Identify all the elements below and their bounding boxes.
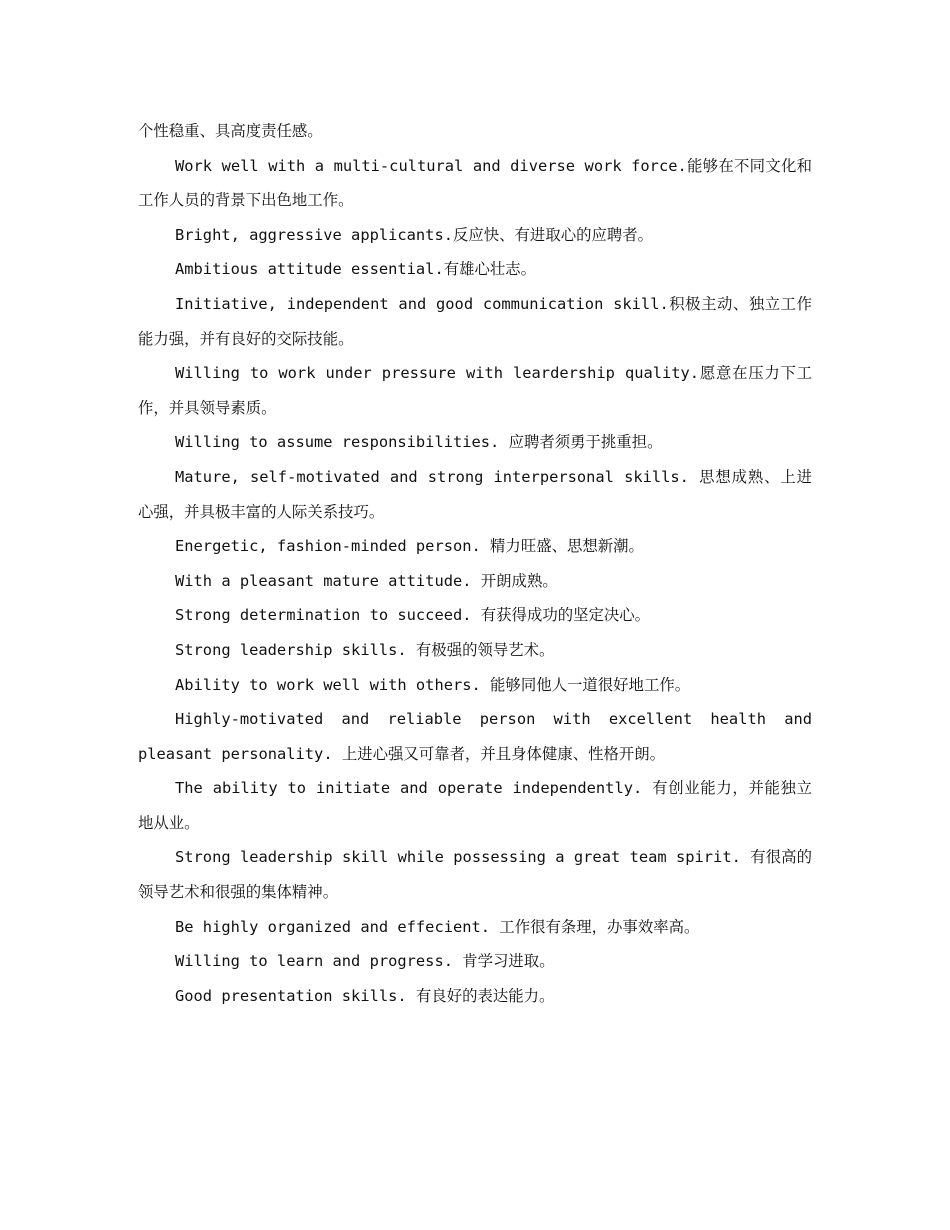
paragraph-16: Strong leadership skill while possessing a great team spirit. 有很高的领导艺术和很强的集体精神。 (138, 848, 812, 902)
paragraph-1: 个性稳重、具高度责任感。 (138, 122, 323, 140)
paragraph-2: Work well with a multi-cultural and diverse work force.能够在不同文化和工作人员的背景下出色地工作。 (138, 156, 812, 210)
paragraph-10: With a pleasant mature attitude. 开朗成熟。 (175, 571, 558, 590)
paragraph-4: Ambitious attitude essential.有雄心壮志。 (175, 260, 537, 279)
paragraph-13: Ability to work well with others. 能够同他人一道很好地工作。 (175, 675, 691, 694)
paragraph-9: Energetic, fashion-minded person. 精力旺盛、思想新潮。 (175, 537, 644, 556)
paragraph-3: Bright, aggressive applicants.反应快、有进取心的应聘者。 (175, 225, 654, 244)
paragraph-7: Willing to assume responsibilities. 应聘者须勇于挑重担。 (175, 433, 663, 452)
paragraph-12: Strong leadership skills. 有极强的领导艺术。 (175, 640, 555, 659)
paragraph-6: Willing to work under pressure with leardership quality.愿意在压力下工作，并具领导素质。 (138, 364, 812, 417)
document-body (138, 114, 812, 1013)
paragraph-15: The ability to initiate and operate independently. 有创业能力，并能独立地从业。 (138, 779, 812, 832)
paragraph-8: Mature, self-motivated and strong interpersonal skills. 思想成熟、上进心强，并具极丰富的人际关系技巧。 (138, 467, 812, 521)
paragraph-19: Good presentation skills. 有良好的表达能力。 (175, 986, 555, 1005)
paragraph-5: Initiative, independent and good communication skill.积极主动、独立工作能力强，并有良好的交际技能。 (138, 294, 812, 348)
paragraph-17: Be highly organized and effecient. 工作很有条理，办事效率高。 (175, 917, 700, 936)
paragraph-18: Willing to learn and progress. 肯学习进取。 (175, 952, 555, 971)
paragraph-14: Highly-motivated and reliable person with excellent health and pleasant personality. 上进心强又可靠者，并且身体健康、性格开朗。 (138, 710, 812, 763)
paragraph-11: Strong determination to succeed. 有获得成功的坚定决心。 (175, 606, 651, 625)
